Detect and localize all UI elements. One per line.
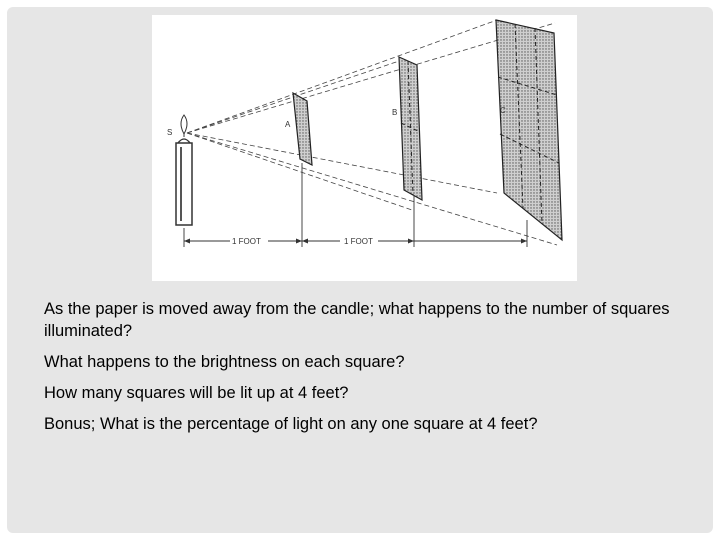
inverse-square-diagram: [152, 15, 577, 281]
dimension-label-2: 1 FOOT: [344, 237, 373, 246]
plane-b: [399, 57, 422, 200]
source-label: S: [167, 128, 173, 137]
candle-body: [176, 143, 192, 225]
question-2: What happens to the brightness on each square?: [44, 353, 405, 371]
candle-flame: [181, 115, 187, 134]
question-1: As the paper is moved away from the candle; what happens to the number of squares illuminated?: [44, 300, 670, 340]
plane-a-label: A: [285, 120, 291, 129]
slide-background: [7, 7, 713, 533]
plane-c: [496, 20, 562, 240]
question-4: Bonus; What is the percentage of light on any one square at 4 feet?: [44, 415, 538, 433]
dimension-lines: [184, 163, 527, 247]
candle: [176, 115, 192, 225]
question-3: How many squares will be lit up at 4 feet?: [44, 384, 349, 402]
plane-c-label: C: [500, 106, 506, 115]
plane-b-label: B: [392, 108, 398, 117]
plane-a: [293, 93, 312, 165]
questions-text: [44, 298, 694, 444]
dimension-label-1: 1 FOOT: [232, 237, 261, 246]
diagram-svg: [152, 15, 577, 281]
